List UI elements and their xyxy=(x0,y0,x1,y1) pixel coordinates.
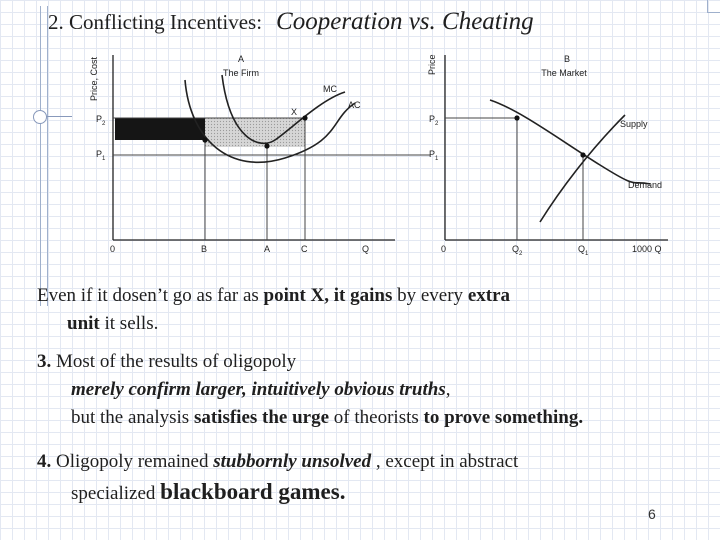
panel-b-p2-label: $P_2$ xyxy=(429,114,439,127)
panel-b-x-label: 1000 Q xyxy=(632,244,662,254)
panel-a-firm xyxy=(89,54,430,254)
demand-curve xyxy=(490,100,650,184)
page-number: 6 xyxy=(648,506,656,522)
q1-label: $Q_1$ xyxy=(578,244,589,257)
paragraph-point-4: 4. Oligopoly remained stubbornly unsolved , except in abstract specialized blackboard games. xyxy=(37,451,519,504)
paragraph-gain: Even if it dosen’t go as far as point X, it gains by every extra unit it sells. xyxy=(37,285,511,334)
panel-b-letter: B xyxy=(563,54,571,64)
q2-label: $Q_2$ xyxy=(512,244,523,257)
mc-label: MC xyxy=(323,84,337,94)
panel-a-p1-label: $P_1$ xyxy=(96,149,106,162)
panel-a-y-label: Price, Cost xyxy=(89,56,99,101)
ac-label: AC xyxy=(348,100,361,110)
point-x-label: X xyxy=(291,107,298,117)
panel-b-caption: The Market xyxy=(541,68,587,78)
panel-a-p2-label: $P_2$ xyxy=(96,114,106,127)
point-a-dot xyxy=(264,143,269,148)
panel-b-origin: 0 xyxy=(441,244,447,254)
title-main: Cooperation vs. Cheating xyxy=(276,8,534,35)
shaded-gain-area xyxy=(205,118,305,147)
panel-a-caption: The Firm xyxy=(223,68,259,78)
point-x-dot xyxy=(302,115,307,120)
market-equilibrium-dot xyxy=(580,152,585,157)
tick-b-label: B xyxy=(201,244,208,254)
supply-label: Supply xyxy=(620,119,648,129)
panel-a-x-label: Q xyxy=(362,244,370,254)
panel-a-origin: 0 xyxy=(110,244,116,254)
tick-c-label: C xyxy=(301,244,308,254)
panel-b-y-label: Price xyxy=(427,54,437,75)
black-profit-area xyxy=(115,118,205,140)
title-number: 2. Conflicting Incentives: xyxy=(48,10,263,34)
market-p2-dot xyxy=(514,115,519,120)
panel-a-letter: A xyxy=(237,54,245,64)
paragraph-point-3: 3. Most of the results of oligopoly merely confirm larger, intuitively obvious truths, but the analysis satisfies the urge of theorists to prove something. xyxy=(37,351,584,428)
panel-b-p1-label: $P_1$ xyxy=(429,149,439,162)
demand-label: Demand xyxy=(628,180,663,190)
point-b-dot xyxy=(202,137,207,142)
panel-b-market xyxy=(427,54,668,257)
tick-a-label: A xyxy=(264,244,271,254)
